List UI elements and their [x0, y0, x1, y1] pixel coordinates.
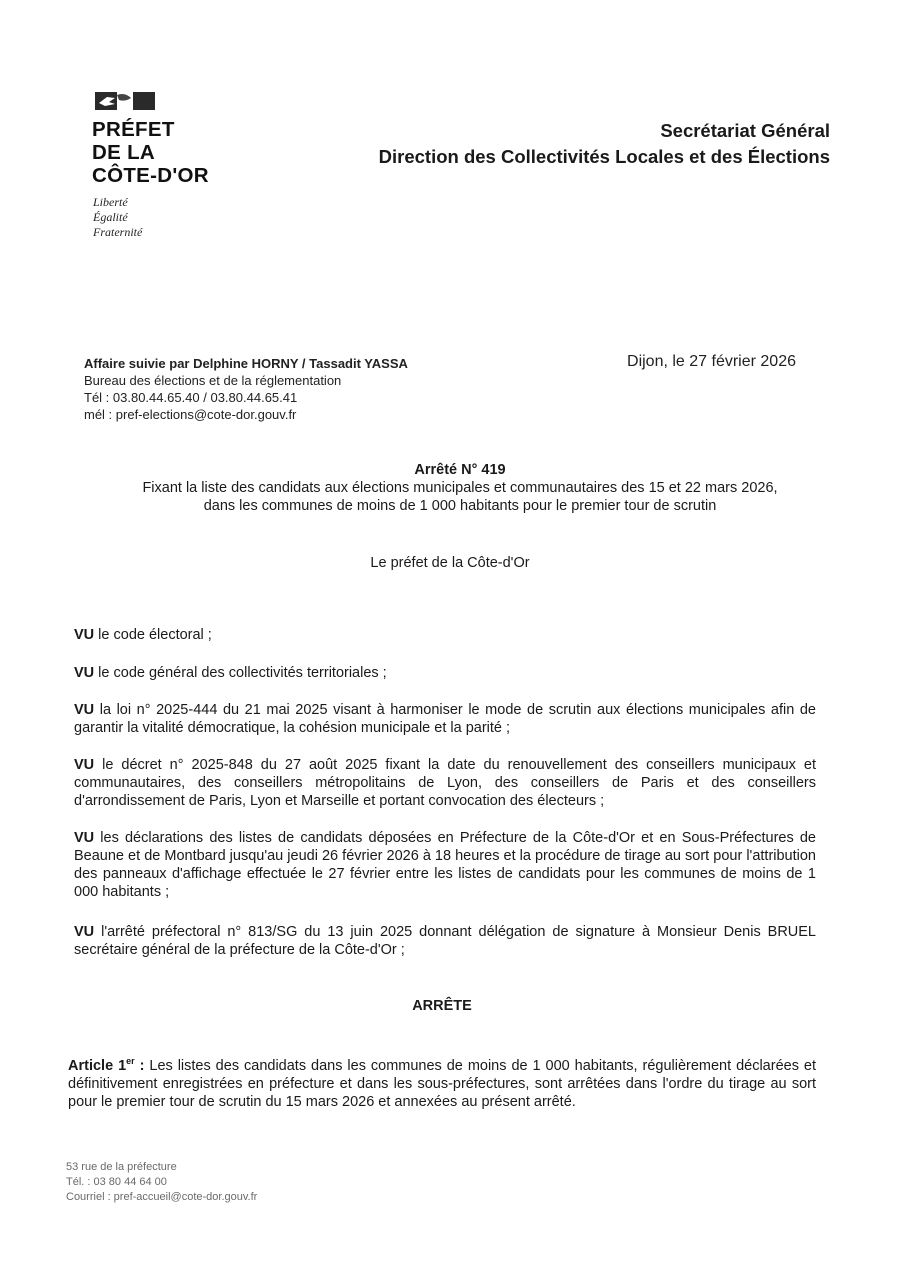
- vu-text: le code général des collectivités territoriales ;: [94, 665, 387, 681]
- arrete-subject-line-2: dans les communes de moins de 1 000 habitants pour le premier tour de scrutin: [203, 498, 717, 514]
- contact-tel: Tél : 03.80.44.65.40 / 03.80.44.65.41: [84, 390, 298, 405]
- vu-text: le code électoral ;: [94, 627, 212, 643]
- article-label-text: Article 1: [68, 1057, 127, 1074]
- prefet-line-3: CÔTE-D'OR: [92, 164, 209, 187]
- arrete-heading: ARRÊTE: [412, 998, 472, 1014]
- devise-fraternite: Fraternité: [93, 225, 143, 239]
- header-service: [379, 118, 830, 170]
- vu-label: VU: [74, 702, 95, 718]
- article-label-colon: :: [134, 1057, 145, 1074]
- arrete-title: [60, 461, 860, 515]
- vu-clause: [74, 756, 816, 810]
- vu-text: le décret n° 2025-848 du 27 août 2025 fixant la date du renouvellement des conseillers municipaux et communautaires, des conseillers métropolitains de Lyon, des conseillers de Paris et des conseillers d'arrondissement de Paris, Lyon et Marseille et portant convocation des électeurs ;: [74, 757, 816, 809]
- article-label-sup: er: [126, 1056, 135, 1066]
- vu-label: VU: [74, 757, 95, 773]
- vu-label: VU: [74, 627, 95, 643]
- prefet-line-2: DE LA: [92, 141, 155, 164]
- contact-bureau: Bureau des élections et de la réglementation: [84, 373, 342, 388]
- article-text: Les listes des candidats dans les communes de moins de 1 000 habitants, régulièrement déclarées et définitivement enregistrées en préfecture et dans les sous-préfectures, sont arrêtées dans l'ordre du tirage au sort pour le premier tour de scrutin du 15 mars 2026 et annexées au présent arrêté.: [68, 1057, 816, 1110]
- header-secretariat: Secrétariat Général: [660, 120, 830, 141]
- prefet-line-1: PRÉFET: [92, 118, 175, 141]
- vu-text: la loi n° 2025-444 du 21 mai 2025 visant à harmoniser le mode de scrutin aux élections municipales afin de garantir la vitalité démocratique, la cohésion municipale et la parité ;: [74, 702, 816, 736]
- footer-courriel: Courriel : pref-accueil@cote-dor.gouv.fr: [66, 1191, 258, 1203]
- devise-liberte: Liberté: [93, 195, 128, 209]
- article-label: [68, 1058, 144, 1074]
- vu-label: VU: [74, 665, 95, 681]
- arrete-subject-line-1: Fixant la liste des candidats aux élections municipales et communautaires des 15 et 22 mars 2026,: [142, 480, 778, 496]
- vu-clause: [74, 923, 816, 959]
- article-1: [68, 1052, 816, 1111]
- footer-street: 53 rue de la préfecture: [66, 1161, 177, 1173]
- prefet-title: [92, 118, 209, 187]
- arrete-number: Arrêté N° 419: [414, 462, 506, 478]
- devise: [93, 195, 142, 240]
- contact-block: [84, 355, 408, 423]
- vu-clause: [74, 829, 816, 901]
- contact-affaire: Affaire suivie par Delphine HORNY / Tassadit YASSA: [84, 356, 408, 371]
- vu-label: VU: [74, 924, 95, 940]
- vu-clause: [74, 664, 816, 682]
- contact-mel: mél : pref-elections@cote-dor.gouv.fr: [84, 407, 297, 422]
- footer-address: [66, 1160, 257, 1205]
- vu-label: VU: [74, 830, 95, 846]
- vu-clause: [74, 701, 816, 737]
- header-direction: Direction des Collectivités Locales et des Élections: [378, 146, 830, 167]
- vu-text: l'arrêté préfectoral n° 813/SG du 13 juin 2025 donnant délégation de signature à Monsieur Denis BRUEL secrétaire général de la préfecture de la Côte-d'Or ;: [74, 924, 816, 958]
- devise-egalite: Égalité: [93, 210, 128, 224]
- marianne-logo-icon: [95, 92, 157, 110]
- footer-tel: Tél. : 03 80 44 64 00: [66, 1176, 167, 1188]
- vu-clause: [74, 626, 816, 644]
- document-date: Dijon, le 27 février 2026: [627, 353, 796, 370]
- vu-text: les déclarations des listes de candidats déposées en Préfecture de la Côte-d'Or et en Sous-Préfectures de Beaune et de Montbard jusqu'au jeudi 26 février 2026 à 18 heures et la procédure de tirage au sort pour l'attribution des panneaux d'affichage effectuée le 27 février entre les listes de candidats pour les communes de moins de 1 000 habitants ;: [74, 830, 816, 900]
- prefet-authority: Le préfet de la Côte-d'Or: [370, 555, 530, 571]
